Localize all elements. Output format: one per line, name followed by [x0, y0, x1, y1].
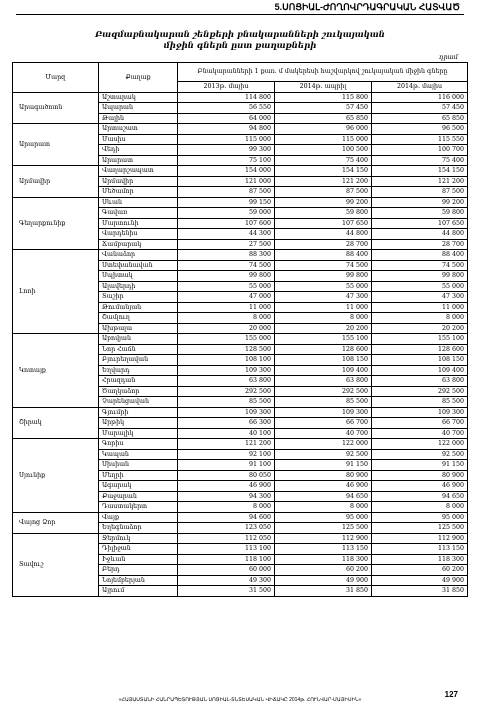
city-cell: Ախթալա [99, 323, 178, 334]
city-cell: Հրազդան [99, 376, 178, 387]
price-cell: 88 400 [372, 250, 468, 261]
price-cell: 114 800 [178, 92, 275, 103]
city-cell: Ճամբարակ [99, 239, 178, 250]
price-cell: 87 500 [178, 187, 275, 198]
price-cell: 87 500 [275, 187, 372, 198]
price-group-header: Բնակարանների 1 քառ. մ մակերեսի հաշվարկով շուկայական միջին գները [178, 63, 468, 82]
city-cell: Բերդ [99, 565, 178, 576]
price-cell: 91 100 [178, 460, 275, 471]
city-cell: Ծաղկաձոր [99, 386, 178, 397]
price-cell: 154 000 [178, 166, 275, 177]
city-cell: Արարատ [99, 155, 178, 166]
price-cell: 66 700 [372, 418, 468, 429]
price-cell: 123 050 [178, 523, 275, 534]
table-row [13, 166, 468, 177]
price-cell: 121 200 [372, 176, 468, 187]
city-cell: Գորիս [99, 439, 178, 450]
city-cell: Մարալիկ [99, 428, 178, 439]
price-cell: 75 100 [178, 155, 275, 166]
price-cell: 94 800 [178, 124, 275, 135]
region-cell: Արմավիր [13, 166, 99, 198]
price-cell: 116 000 [372, 92, 468, 103]
price-cell: 66 300 [178, 418, 275, 429]
price-cell: 94 650 [275, 491, 372, 502]
price-cell: 154 150 [275, 166, 372, 177]
price-cell: 155 100 [372, 334, 468, 345]
price-cell: 292 500 [178, 386, 275, 397]
price-cell: 85 500 [178, 397, 275, 408]
unit-label: դրամ [438, 53, 458, 61]
header-rule [16, 14, 464, 15]
year-header: 2014թ. մայիս [372, 82, 468, 93]
price-cell: 128 600 [275, 344, 372, 355]
price-cell: 88 300 [178, 250, 275, 261]
table-row [13, 407, 468, 418]
price-cell: 74 500 [178, 260, 275, 271]
price-cell: 8 000 [372, 502, 468, 513]
price-cell: 57 450 [275, 103, 372, 114]
region-cell: Սյունիք [13, 439, 99, 513]
price-cell: 59 800 [372, 208, 468, 219]
price-table [12, 62, 468, 597]
table-row [13, 439, 468, 450]
city-cell: Աբովյան [99, 334, 178, 345]
price-cell: 55 000 [275, 281, 372, 292]
city-cell: Եղեգնաձոր [99, 523, 178, 534]
price-cell: 128 500 [178, 344, 275, 355]
price-cell: 11 000 [275, 302, 372, 313]
price-cell: 49 900 [275, 575, 372, 586]
price-cell: 60 200 [372, 565, 468, 576]
city-cell: Վարդենիս [99, 229, 178, 240]
price-cell: 108 150 [372, 355, 468, 366]
city-cell: Թալին [99, 113, 178, 124]
price-cell: 112 050 [178, 533, 275, 544]
price-cell: 99 300 [178, 145, 275, 156]
price-cell: 44 800 [275, 229, 372, 240]
price-cell: 8 000 [178, 313, 275, 324]
price-cell: 128 600 [372, 344, 468, 355]
price-cell: 109 300 [372, 407, 468, 418]
region-cell: Արարատ [13, 124, 99, 166]
price-cell: 80 900 [372, 470, 468, 481]
price-cell: 44 300 [178, 229, 275, 240]
table-row [13, 533, 468, 544]
region-cell: Կոտայք [13, 334, 99, 408]
city-cell: Դիլիջան [99, 544, 178, 555]
region-header: Մարզ [13, 63, 99, 93]
city-cell: Եղվարդ [99, 365, 178, 376]
title-line-1: Բազմաբնակարան շենքերի բնակարանների շուկայական [95, 30, 385, 40]
price-cell: 121 200 [275, 176, 372, 187]
price-cell: 99 800 [372, 271, 468, 282]
price-cell: 92 500 [275, 449, 372, 460]
price-cell: 40 700 [372, 428, 468, 439]
price-cell: 8 000 [275, 313, 372, 324]
price-cell: 49 900 [372, 575, 468, 586]
price-cell: 11 000 [178, 302, 275, 313]
region-cell: Գեղարքունիք [13, 197, 99, 250]
price-cell: 109 400 [372, 365, 468, 376]
price-cell: 96 000 [275, 124, 372, 135]
price-cell: 113 150 [275, 544, 372, 555]
price-cell: 292 500 [275, 386, 372, 397]
region-cell: Լոռի [13, 250, 99, 334]
price-cell: 65 850 [372, 113, 468, 124]
city-cell: Նոր Հաճն [99, 344, 178, 355]
price-cell: 63 800 [178, 376, 275, 387]
city-cell: Գյումրի [99, 407, 178, 418]
price-cell: 94 600 [178, 512, 275, 523]
price-cell: 49 300 [178, 575, 275, 586]
city-cell: Մարտունի [99, 218, 178, 229]
price-cell: 20 200 [275, 323, 372, 334]
price-cell: 99 200 [372, 197, 468, 208]
price-cell: 74 500 [372, 260, 468, 271]
city-cell: Թումանյան [99, 302, 178, 313]
city-cell: Ագարակ [99, 481, 178, 492]
price-cell: 46 900 [372, 481, 468, 492]
region-cell: Վայոց Ձոր [13, 512, 99, 533]
price-cell: 44 800 [372, 229, 468, 240]
city-cell: Սևան [99, 197, 178, 208]
price-cell: 107 650 [372, 218, 468, 229]
table-title [60, 30, 420, 52]
price-cell: 121 000 [178, 176, 275, 187]
price-cell: 55 000 [178, 281, 275, 292]
table-row [13, 250, 468, 261]
price-cell: 122 000 [372, 439, 468, 450]
price-cell: 99 800 [178, 271, 275, 282]
price-cell: 96 500 [372, 124, 468, 135]
city-cell: Բյուրեղավան [99, 355, 178, 366]
city-cell: Ալավերդի [99, 281, 178, 292]
price-cell: 108 150 [275, 355, 372, 366]
price-cell: 60 000 [178, 565, 275, 576]
year-header: 2013թ. մայիս [178, 82, 275, 93]
city-cell: Կապան [99, 449, 178, 460]
price-cell: 113 150 [372, 544, 468, 555]
city-cell: Ջերմուկ [99, 533, 178, 544]
price-cell: 20 000 [178, 323, 275, 334]
city-header: Քաղաք [99, 63, 178, 93]
price-cell: 109 300 [275, 407, 372, 418]
city-cell: Մեծամոր [99, 187, 178, 198]
price-cell: 292 500 [372, 386, 468, 397]
price-cell: 118 300 [275, 554, 372, 565]
price-cell: 95 000 [372, 512, 468, 523]
price-cell: 87 500 [372, 187, 468, 198]
price-cell: 56 550 [178, 103, 275, 114]
city-cell: Ստեփանավան [99, 260, 178, 271]
city-cell: Այրում [99, 586, 178, 597]
price-cell: 115 000 [178, 134, 275, 145]
city-cell: Շամլուղ [99, 313, 178, 324]
footer: «ՀԱՅԱՍՏԱՆԻ ՀԱՆՐԱՊԵՏՈՒԹՅԱՆ ՍՈՑԻԱԼ-ՏՆՏԵՍԱԿԱՆ ՎԻՃԱԿԸ 2014թ. ՀՈՒՆՎԱՐ-ՄԱՅԻՍԻՆ» [118, 697, 362, 703]
price-cell: 40 700 [275, 428, 372, 439]
price-cell: 118 300 [372, 554, 468, 565]
price-cell: 122 000 [275, 439, 372, 450]
price-cell: 75 400 [372, 155, 468, 166]
table-body [13, 92, 468, 596]
running-header: 5.ՍՈՑԻԱԼ-ԺՈՂՈՎՐԴԱԳՐԱԿԱՆ ՀԱՏՎԱԾ [274, 2, 460, 12]
price-cell: 65 850 [275, 113, 372, 124]
price-cell: 75 400 [275, 155, 372, 166]
price-cell: 28 700 [372, 239, 468, 250]
price-cell: 118 100 [178, 554, 275, 565]
price-cell: 66 700 [275, 418, 372, 429]
price-cell: 31 850 [372, 586, 468, 597]
price-cell: 112 900 [372, 533, 468, 544]
region-cell: Շիրակ [13, 407, 99, 439]
region-cell: Տավուշ [13, 533, 99, 596]
price-cell: 115 000 [275, 134, 372, 145]
price-cell: 155 100 [275, 334, 372, 345]
price-cell: 31 850 [275, 586, 372, 597]
price-cell: 28 700 [275, 239, 372, 250]
price-cell: 115 800 [275, 92, 372, 103]
price-cell: 95 000 [275, 512, 372, 523]
city-cell: Քաջարան [99, 491, 178, 502]
table-row [13, 92, 468, 103]
city-cell: Աշտարակ [99, 92, 178, 103]
price-cell: 92 100 [178, 449, 275, 460]
price-cell: 57 450 [372, 103, 468, 114]
price-cell: 91 150 [275, 460, 372, 471]
city-cell: Մասիս [99, 134, 178, 145]
city-cell: Վայք [99, 512, 178, 523]
city-cell: Նոյեմբերյան [99, 575, 178, 586]
price-cell: 113 100 [178, 544, 275, 555]
price-cell: 64 000 [178, 113, 275, 124]
price-cell: 154 150 [372, 166, 468, 177]
price-cell: 80 900 [275, 470, 372, 481]
city-cell: Չարենցավան [99, 397, 178, 408]
price-cell: 94 300 [178, 491, 275, 502]
price-cell: 112 900 [275, 533, 372, 544]
price-cell: 47 300 [372, 292, 468, 303]
price-cell: 40 100 [178, 428, 275, 439]
price-cell: 31 500 [178, 586, 275, 597]
city-cell: Իջևան [99, 554, 178, 565]
price-cell: 107 650 [275, 218, 372, 229]
city-cell: Վանաձոր [99, 250, 178, 261]
price-cell: 99 200 [275, 197, 372, 208]
price-cell: 8 000 [275, 502, 372, 513]
price-cell: 59 000 [178, 208, 275, 219]
city-cell: Սպիտակ [99, 271, 178, 282]
price-cell: 27 500 [178, 239, 275, 250]
year-header: 2014թ. ապրիլ [275, 82, 372, 93]
city-cell: Մեղրի [99, 470, 178, 481]
price-cell: 46 900 [275, 481, 372, 492]
price-cell: 108 100 [178, 355, 275, 366]
price-cell: 100 500 [275, 145, 372, 156]
price-cell: 47 000 [178, 292, 275, 303]
city-cell: Սիսիան [99, 460, 178, 471]
title-line-2: միջին գներն ըստ քաղաքների [163, 41, 317, 51]
city-cell: Դաստակերտ [99, 502, 178, 513]
city-cell: Վաղարշապատ [99, 166, 178, 177]
city-cell: Գավառ [99, 208, 178, 219]
table-row [13, 334, 468, 345]
price-cell: 8 000 [178, 502, 275, 513]
price-cell: 47 300 [275, 292, 372, 303]
price-cell: 55 000 [372, 281, 468, 292]
price-cell: 60 200 [275, 565, 372, 576]
price-cell: 59 800 [275, 208, 372, 219]
price-cell: 121 200 [178, 439, 275, 450]
price-cell: 155 000 [178, 334, 275, 345]
price-cell: 8 000 [372, 313, 468, 324]
city-cell: Արթիկ [99, 418, 178, 429]
region-cell: Արագածոտն [13, 92, 99, 124]
price-cell: 99 800 [275, 271, 372, 282]
price-cell: 63 800 [275, 376, 372, 387]
price-cell: 74 500 [275, 260, 372, 271]
price-cell: 92 500 [372, 449, 468, 460]
price-cell: 109 400 [275, 365, 372, 376]
table-row [13, 512, 468, 523]
city-cell: Ապարան [99, 103, 178, 114]
price-cell: 99 150 [178, 197, 275, 208]
price-cell: 46 900 [178, 481, 275, 492]
price-cell: 20 200 [372, 323, 468, 334]
price-cell: 109 300 [178, 365, 275, 376]
price-cell: 107 600 [178, 218, 275, 229]
price-cell: 109 300 [178, 407, 275, 418]
page-number: 127 [444, 690, 458, 699]
table-row [13, 124, 468, 135]
table-row [13, 197, 468, 208]
price-cell: 85 500 [372, 397, 468, 408]
price-cell: 94 650 [372, 491, 468, 502]
price-cell: 63 800 [372, 376, 468, 387]
city-cell: Արտաշատ [99, 124, 178, 135]
table-head [13, 63, 468, 93]
city-cell: Տաշիր [99, 292, 178, 303]
price-cell: 115 550 [372, 134, 468, 145]
price-cell: 91 150 [372, 460, 468, 471]
city-cell: Վեդի [99, 145, 178, 156]
price-cell: 80 050 [178, 470, 275, 481]
price-cell: 125 500 [372, 523, 468, 534]
price-cell: 11 000 [372, 302, 468, 313]
city-cell: Արմավիր [99, 176, 178, 187]
price-cell: 88 400 [275, 250, 372, 261]
price-cell: 85 500 [275, 397, 372, 408]
price-cell: 125 500 [275, 523, 372, 534]
price-cell: 100 700 [372, 145, 468, 156]
